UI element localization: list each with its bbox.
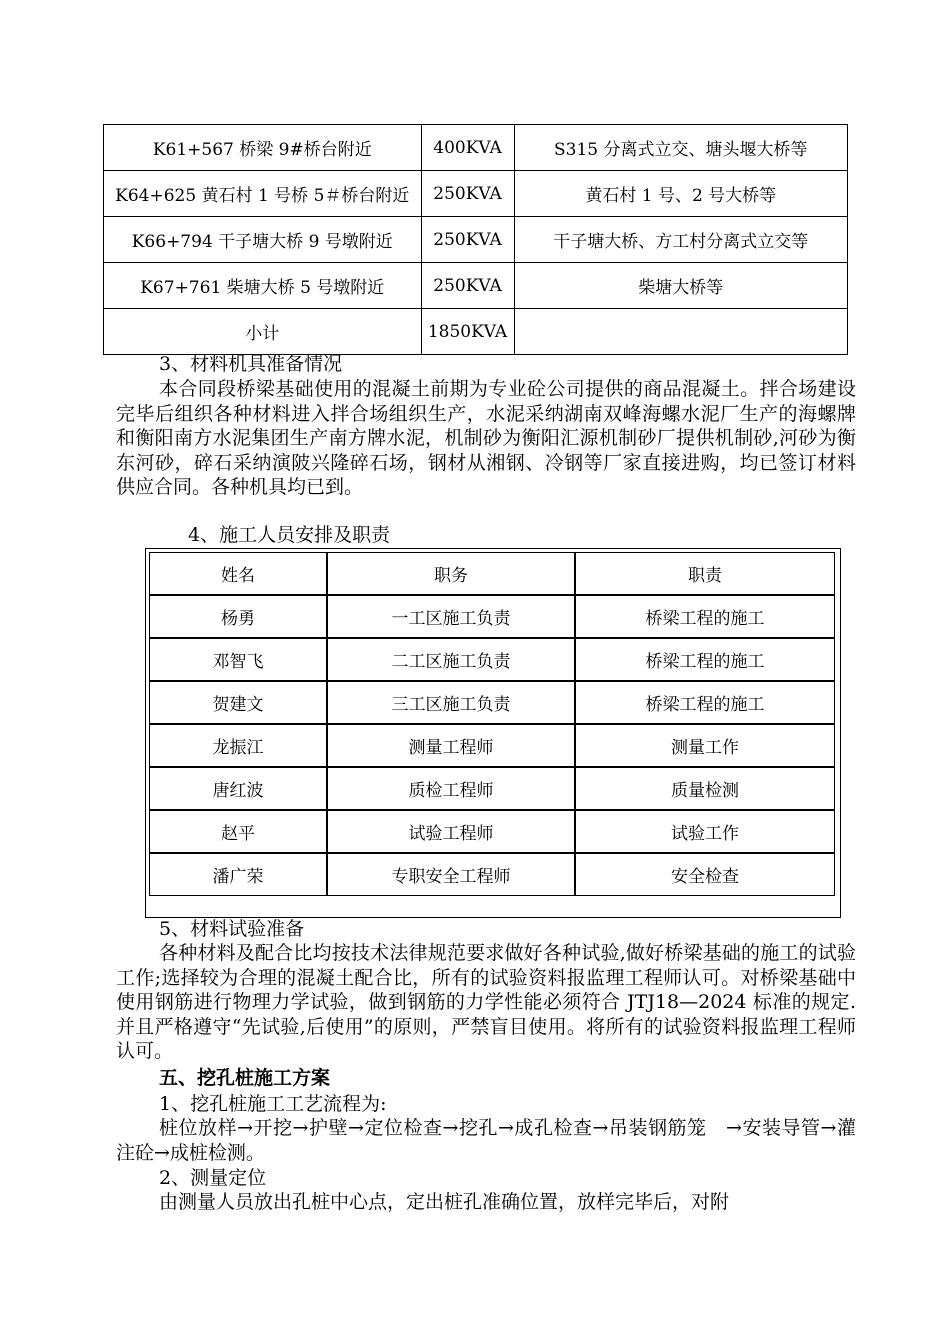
staff-cell: 试验工程师 — [327, 810, 575, 853]
section-5-heading: 5、材料试验准备 — [159, 918, 305, 940]
section-3-body: 本合同段桥梁基础使用的混凝土前期为专业砼公司提供的商品混凝土。拌合场建设完毕后组织各种材料进入拌合场组织生产，水泥采纳湖南双峰海螺水泥厂生产的海螺牌和衡阳南方水泥集团生产南方牌水泥，机制砂为衡阳汇源机制砂厂提供机制砂,河砂为衡东河砂，碎石采纳演陂兴隆碎石场，钢材从湘钢、冷钢等厂家直接进购，均已签订材料供应合同。各种机具均已到。 — [116, 378, 856, 498]
power-cell-location: K64+625 黄石村 1 号桥 5＃桥台附近 — [104, 171, 422, 217]
power-cell-serves — [514, 309, 847, 355]
staff-row — [149, 853, 835, 896]
power-cell-capacity: 250KVA — [421, 217, 514, 263]
staff-cell: 桥梁工程的施工 — [575, 638, 835, 681]
section-3-heading: 3、材料机具准备情况 — [159, 353, 343, 375]
staff-cell: 测量工程师 — [327, 724, 575, 767]
staff-cell: 赵平 — [149, 810, 327, 853]
power-supply-table — [103, 124, 848, 355]
power-table-row — [104, 125, 848, 171]
staff-cell: 杨勇 — [149, 595, 327, 638]
staff-cell: 桥梁工程的施工 — [575, 595, 835, 638]
staff-row — [149, 681, 835, 724]
power-cell-capacity: 400KVA — [421, 125, 514, 171]
power-table-row — [104, 263, 848, 309]
staff-header-cell: 姓名 — [149, 552, 327, 595]
staff-cell: 龙振江 — [149, 724, 327, 767]
survey-text: 由测量人员放出孔桩中心点，定出桩孔准确位置，放样完毕后，对附 — [159, 1191, 730, 1213]
staff-cell: 唐红波 — [149, 767, 327, 810]
staff-header-cell: 职务 — [327, 552, 575, 595]
power-cell-serves: 干子塘大桥、方工村分离式立交等 — [514, 217, 847, 263]
staff-cell: 质检工程师 — [327, 767, 575, 810]
power-cell-location: K61+567 桥梁 9#桥台附近 — [104, 125, 422, 171]
section-5-body: 各种材料及配合比均按技术法律规范要求做好各种试验,做好桥梁基础的施工的试验工作;选择较为合理的混凝土配合比，所有的试验资料报监理工程师认可。对桥梁基础中使用钢筋进行物理力学试验，做到钢筋的力学性能必须符合 JTJ18—2024 标准的规定.并且严格遵守“先试验,后使用”的原则，严禁盲目使用。将所有的试验资料报监理工程师认可。 — [116, 942, 856, 1062]
section-4-heading: 4、施工人员安排及职责 — [188, 524, 391, 546]
staff-cell: 潘广荣 — [149, 853, 327, 896]
staff-cell: 专职安全工程师 — [327, 853, 575, 896]
power-table-row — [104, 309, 848, 355]
staff-cell: 贺建文 — [149, 681, 327, 724]
power-cell-capacity: 250KVA — [421, 171, 514, 217]
survey-heading: 2、测量定位 — [159, 1167, 267, 1189]
power-cell-location: K66+794 干子塘大桥 9 号墩附近 — [104, 217, 422, 263]
staff-row — [149, 638, 835, 681]
staff-table — [149, 552, 835, 896]
power-table-row — [104, 171, 848, 217]
staff-header-row — [149, 552, 835, 595]
staff-cell: 测量工作 — [575, 724, 835, 767]
power-cell-serves: S315 分离式立交、塘头堰大桥等 — [514, 125, 847, 171]
power-cell-serves: 黄石村 1 号、2 号大桥等 — [514, 171, 847, 217]
staff-cell: 邓智飞 — [149, 638, 327, 681]
process-flow-heading: 1、挖孔桩施工工艺流程为: — [159, 1093, 387, 1115]
staff-cell: 桥梁工程的施工 — [575, 681, 835, 724]
staff-cell: 试验工作 — [575, 810, 835, 853]
staff-cell: 三工区施工负责 — [327, 681, 575, 724]
staff-row — [149, 595, 835, 638]
power-cell-location: 小计 — [104, 309, 422, 355]
staff-row — [149, 724, 835, 767]
power-cell-serves: 柴塘大桥等 — [514, 263, 847, 309]
staff-cell: 质量检测 — [575, 767, 835, 810]
staff-row — [149, 810, 835, 853]
staff-cell: 安全检查 — [575, 853, 835, 896]
staff-row — [149, 767, 835, 810]
power-cell-location: K67+761 柴塘大桥 5 号墩附近 — [104, 263, 422, 309]
staff-cell: 二工区施工负责 — [327, 638, 575, 681]
power-cell-capacity: 250KVA — [421, 263, 514, 309]
power-table-row — [104, 217, 848, 263]
power-cell-capacity: 1850KVA — [421, 309, 514, 355]
staff-cell: 一工区施工负责 — [327, 595, 575, 638]
chapter-5-heading: 五、挖孔桩施工方案 — [159, 1067, 331, 1089]
process-flow-text: 桩位放样→开挖→护壁→定位检查→挖孔→成孔检查→吊装钢筋笼 →安装导管→灌注砼→成桩检测。 — [116, 1117, 856, 1164]
staff-header-cell: 职责 — [575, 552, 835, 595]
